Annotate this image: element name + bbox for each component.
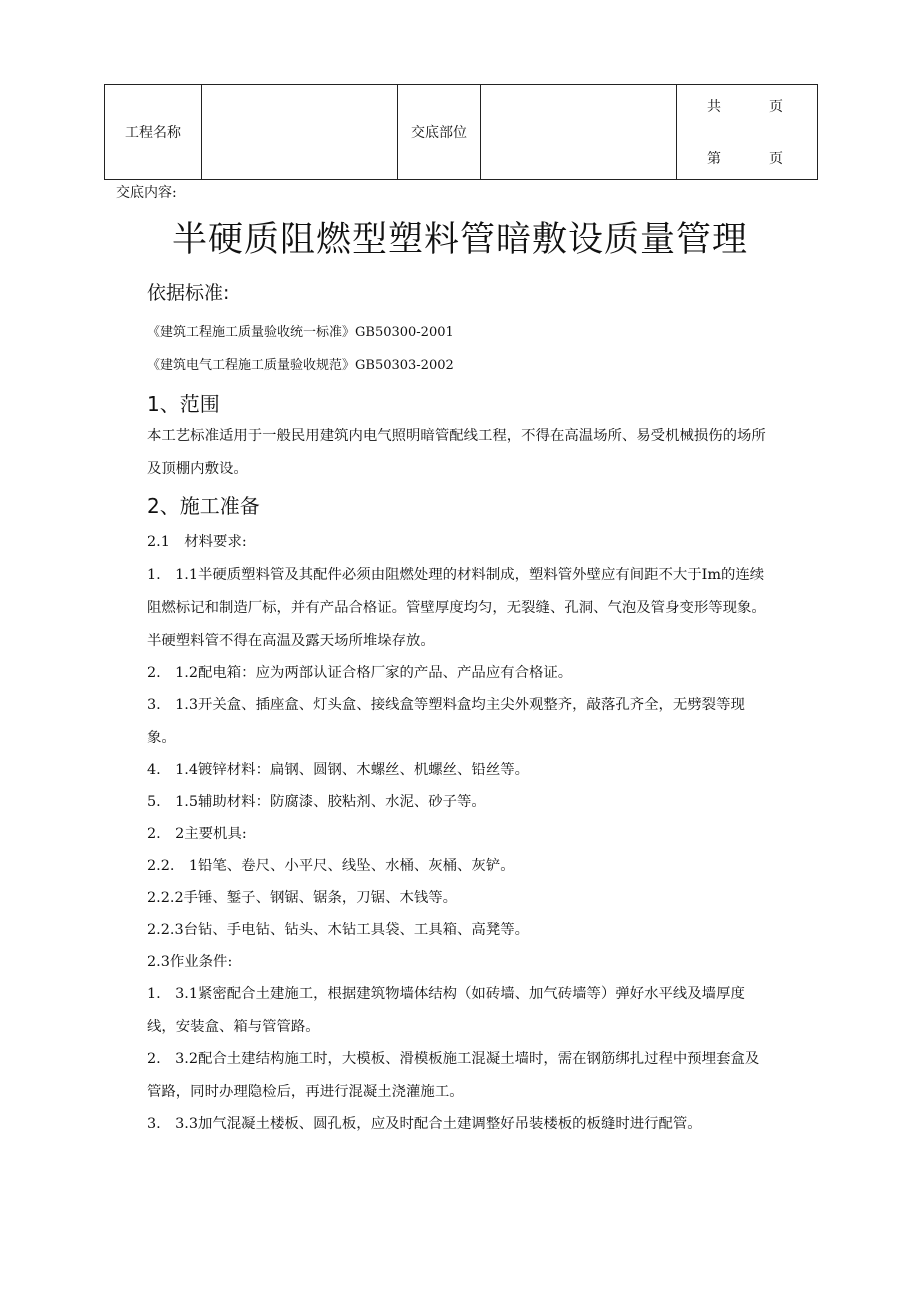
standard-item: 《建筑工程施工质量验收统一标准》GB50300-2001 <box>147 325 454 340</box>
page-number-row <box>707 148 783 168</box>
body-line: 3. 1.3开关盒、插座盒、灯头盒、接线盒等塑料盒均主尖外观整齐，敲落孔齐全，无劈裂等现 <box>147 697 745 713</box>
content-label: 交底内容: <box>116 185 177 201</box>
page-unit: 页 <box>769 151 783 167</box>
body-line: 象。 <box>147 730 176 746</box>
body-line: 线，安装盒、箱与管管路。 <box>147 1019 320 1035</box>
location-label: 交底部位 <box>398 85 481 180</box>
body-line: 1. 3.1紧密配合土建施工，根据建筑物墙体结构（如砖墙、加气砖墙等）弹好水平线及墙厚度 <box>147 986 745 1002</box>
section-title-scope: 1、范围 <box>147 392 220 416</box>
project-name-label: 工程名称 <box>105 85 202 180</box>
total-label: 共 <box>707 99 721 115</box>
standard-item: 《建筑电气工程施工质量验收规范》GB50303-2002 <box>147 358 454 373</box>
body-line: 半硬塑料管不得在高温及露天场所堆垛存放。 <box>147 633 435 649</box>
body-line: 2.2. 1铅笔、卷尺、小平尺、线坠、水桶、灰桶、灰铲。 <box>147 858 515 874</box>
body-line: 2.2.3台钻、手电钻、钻头、木钻工具袋、工具箱、高凳等。 <box>147 922 529 938</box>
body-line: 1. 1.1半硬质塑料管及其配件必须由阻燃处理的材料制成，塑料管外壁应有间距不大于Im的连续 <box>147 567 765 583</box>
scope-text: 本工艺标准适用于一般民用建筑内电气照明暗管配线工程，不得在高温场所、易受机械损伤的场所 <box>147 428 766 444</box>
body-line: 5. 1.5辅助材料：防腐漆、胶粘剂、水泥、砂子等。 <box>147 794 486 810</box>
body-line: 2.2.2手锤、錾子、钢锯、锯条，刀锯、木钱等。 <box>147 890 458 906</box>
header-table <box>104 84 818 180</box>
body-line: 2.3作业条件: <box>147 954 233 970</box>
body-line: 2. 3.2配合土建结构施工时，大模板、滑模板施工混凝土墙时，需在钢筋绑扎过程中预埋套盒及 <box>147 1051 760 1067</box>
page-label: 第 <box>707 151 721 167</box>
body-line: 2.1 材料要求: <box>147 534 247 550</box>
basis-title: 依据标准: <box>147 282 230 304</box>
body-line: 管路，同时办理隐检后，再进行混凝土浇灌施工。 <box>147 1084 464 1100</box>
body-line: 2. 2主要机具: <box>147 826 247 842</box>
body-line: 4. 1.4镀锌材料：扁钢、圆钢、木螺丝、机螺丝、铅丝等。 <box>147 762 529 778</box>
location-value[interactable] <box>481 85 677 180</box>
total-unit: 页 <box>769 99 783 115</box>
body-line: 阻燃标记和制造厂标，并有产品合格证。管壁厚度均匀，无裂缝、孔洞、气泡及管身变形等现象。 <box>147 600 766 616</box>
document-title: 半硬质阻燃型塑料管暗敷设质量管理 <box>171 220 748 260</box>
scope-text: 及顶棚内敷设。 <box>147 461 248 477</box>
page-count-cell <box>677 85 818 180</box>
total-pages-row <box>707 96 783 116</box>
project-name-value[interactable] <box>202 85 398 180</box>
section-title-preparation: 2、施工准备 <box>147 494 260 518</box>
body-line: 2. 1.2配电箱：应为两部认证合格厂家的产品、产品应有合格证。 <box>147 665 573 681</box>
body-line: 3. 3.3加气混凝土楼板、圆孔板，应及时配合土建调整好吊装楼板的板缝时进行配管。 <box>147 1116 702 1132</box>
